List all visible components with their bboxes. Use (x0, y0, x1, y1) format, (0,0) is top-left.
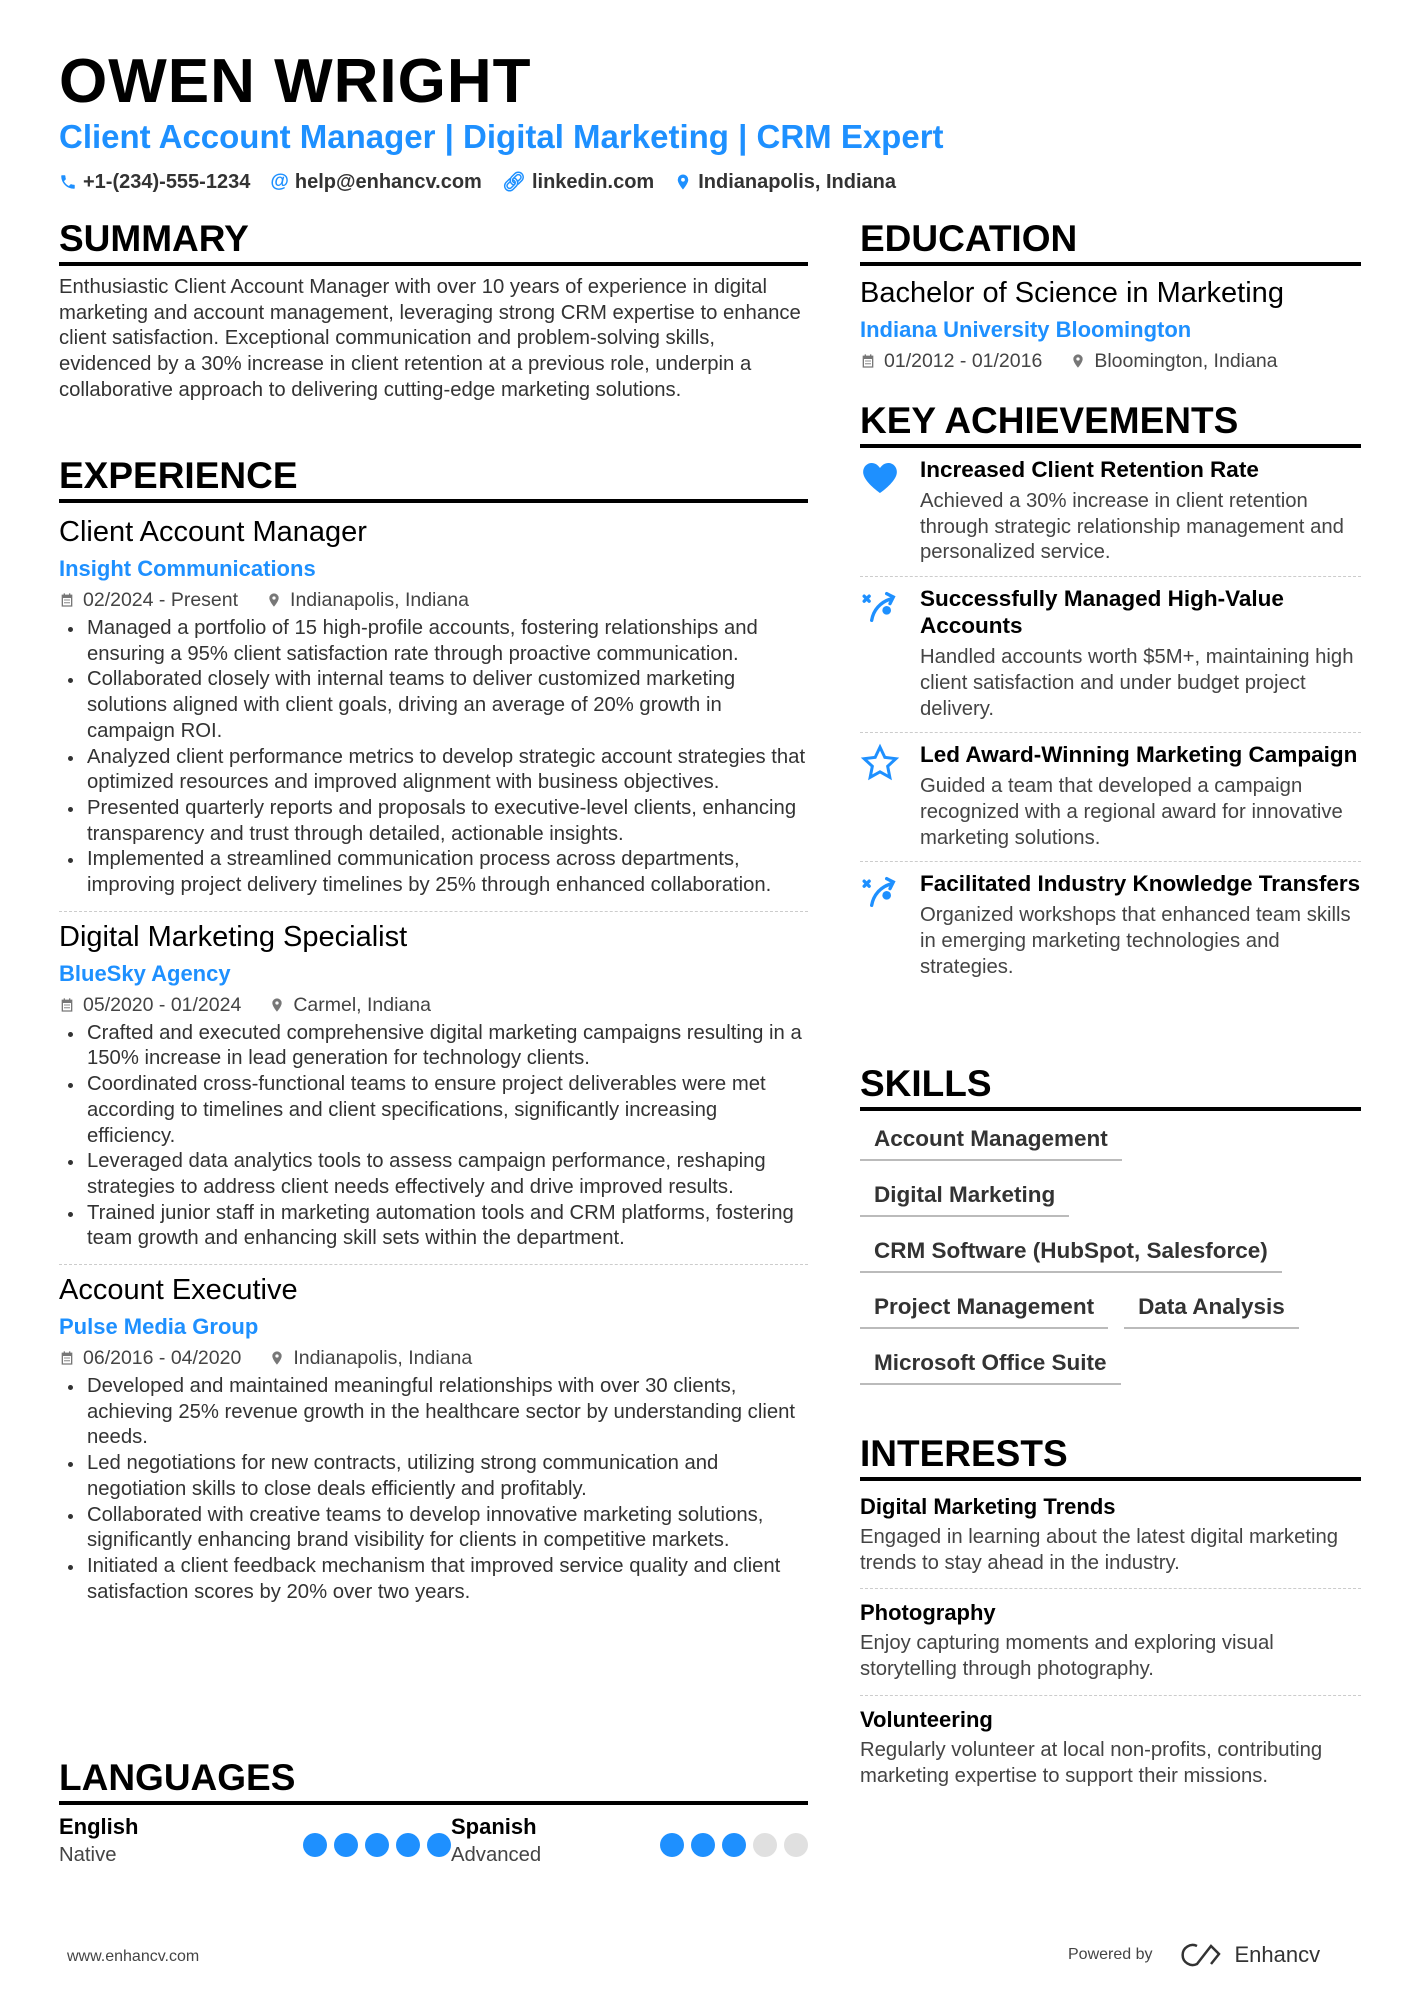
strategy-icon (860, 587, 900, 627)
skill-tag: Account Management (860, 1119, 1122, 1161)
interest-desc: Engaged in learning about the latest digital marketing trends to stay ahead in the industry. (860, 1526, 1339, 1574)
job-title: Account Executive (59, 1274, 298, 1307)
job-bullet: Trained junior staff in marketing automation tools and CRM platforms, fostering team growth and enhancing skill sets within the department. (59, 1201, 808, 1252)
strategy-icon (860, 872, 900, 912)
interest-title: Digital Marketing Trends (860, 1494, 1116, 1519)
achievement-title: Successfully Managed High-Value Accounts (920, 586, 1284, 639)
company-name: Pulse Media Group (59, 1314, 259, 1340)
rating-dot (691, 1833, 715, 1857)
at-icon: @ (270, 171, 289, 192)
link-icon: 🔗︎ (501, 172, 526, 193)
calendar-icon (59, 1350, 75, 1366)
job-bullet: Coordinated cross-functional teams to ensure project deliverables were met according to timelines and client specifications, significantly increasing efficiency. (59, 1072, 808, 1149)
rating-dot (396, 1833, 420, 1857)
job-bullet: Collaborated with creative teams to develop innovative marketing solutions, significantly enhancing brand visibility for clients in competitive markets. (59, 1503, 808, 1554)
rating-dot (660, 1833, 684, 1857)
job-bullet: Initiated a client feedback mechanism that improved service quality and client satisfaction scores by 20% over two years. (59, 1554, 808, 1605)
school: Indiana University Bloomington (860, 317, 1192, 342)
job-bullet: Analyzed client performance metrics to develop strategic account strategies that optimized resources and improved alignment with business objectives. (59, 745, 808, 796)
candidate-name: OWEN WRIGHT (59, 47, 532, 116)
job-dates: 06/2016 - 04/2020 (83, 1347, 242, 1370)
location-pin-icon (266, 592, 282, 608)
job-title: Digital Marketing Specialist (59, 920, 408, 953)
skill-tag: Project Management (860, 1287, 1108, 1329)
achievement-title: Facilitated Industry Knowledge Transfers (920, 871, 1361, 897)
rating-dot (365, 1833, 389, 1857)
summary-section (59, 218, 808, 404)
section-heading: KEY ACHIEVEMENTS (860, 400, 1361, 448)
star-icon (860, 743, 900, 783)
achievement-title: Increased Client Retention Rate (920, 457, 1259, 482)
degree: Bachelor of Science in Marketing (860, 277, 1284, 309)
achievement-desc: Handled accounts worth $5M+, maintaining high client satisfaction and under budget project delivery. (920, 646, 1354, 720)
rating-dot (722, 1833, 746, 1857)
job-entry (59, 912, 808, 1265)
footer-site[interactable]: www.enhancv.com (67, 1948, 200, 1965)
rating-dot (784, 1833, 808, 1857)
phone-icon (59, 173, 77, 191)
experience-section (59, 455, 808, 1605)
rating-dot (303, 1833, 327, 1857)
job-location: Indianapolis, Indiana (290, 589, 469, 611)
interest-desc: Regularly volunteer at local non-profits, contributing marketing expertise to support their missions. (860, 1738, 1323, 1787)
rating-dot (427, 1833, 451, 1857)
location-pin-icon (1070, 353, 1086, 369)
job-title: Client Account Manager (59, 516, 367, 548)
language-spanish: Spanish Advanced (451, 1813, 808, 1869)
calendar-icon (59, 592, 75, 608)
job-entry (59, 503, 808, 912)
section-heading: EXPERIENCE (59, 455, 808, 503)
interest-item (860, 1481, 1361, 1589)
heart-icon (860, 458, 900, 498)
section-heading: SKILLS (860, 1063, 1361, 1111)
achievement-desc: Guided a team that developed a campaign recognized with a regional award for innovative marketing solutions. (920, 775, 1343, 849)
interest-title: Volunteering (860, 1706, 993, 1732)
location-pin-icon (269, 997, 285, 1013)
job-bullet: Managed a portfolio of 15 high-profile accounts, fostering relationships and ensuring a 95% client satisfaction rate through proactive communication. (59, 616, 808, 667)
calendar-icon (860, 353, 876, 369)
skill-tag: Data Analysis (1124, 1287, 1299, 1329)
summary-text: Enthusiastic Client Account Manager with over 10 years of experience in digital marketing and account management, leveraging strong CRM expertise to enhance client satisfaction. Exceptional communication and problem-solving skills, evidenced by a 30% increase in client retention at a previous role, underpin a collaborative approach to delivering cutting-edge marketing solutions. (59, 276, 801, 401)
footer-branding[interactable]: Powered by Enhancv (1068, 1942, 1321, 1967)
location-pin-icon (674, 173, 692, 191)
contact-link[interactable]: 🔗︎ linkedin.com (501, 170, 655, 193)
contact-bar (59, 170, 896, 194)
job-bullet: Crafted and executed comprehensive digital marketing campaigns resulting in a 150% increase in lead generation for technology clients. (59, 1021, 808, 1072)
rating-dot (334, 1833, 358, 1857)
company-name: BlueSky Agency (59, 960, 231, 986)
language-english: English Native (59, 1813, 451, 1869)
skill-tag: Microsoft Office Suite (860, 1343, 1121, 1385)
rating-dots (303, 1813, 451, 1869)
contact-email[interactable]: @ help@enhancv.com (270, 170, 482, 193)
section-heading: SUMMARY (59, 218, 808, 266)
achievements-section (860, 400, 1361, 990)
calendar-icon (59, 997, 75, 1013)
section-heading: INTERESTS (860, 1433, 1361, 1481)
interest-title: Photography (860, 1600, 996, 1626)
job-dates: 05/2020 - 01/2024 (83, 993, 242, 1016)
achievement-item (860, 862, 1361, 990)
job-bullet: Implemented a streamlined communication process across departments, improving project delivery timelines by 25% through enhanced collaboration. (59, 847, 808, 898)
job-bullet: Presented quarterly reports and proposals to executive-level clients, enhancing transparency and trust through detailed, actionable insights. (59, 796, 808, 847)
languages-section (59, 1757, 808, 1869)
achievement-title: Led Award-Winning Marketing Campaign (920, 742, 1358, 768)
skill-tag: Digital Marketing (860, 1175, 1069, 1217)
achievement-desc: Achieved a 30% increase in client retention through strategic relationship management and personalized service. (920, 490, 1344, 564)
skill-tag: CRM Software (HubSpot, Salesforce) (860, 1231, 1282, 1273)
enhancv-logo-icon (1179, 1942, 1225, 1968)
company-name: Insight Communications (59, 556, 316, 581)
achievement-item (860, 577, 1361, 733)
achievement-item (860, 448, 1361, 577)
interest-item (860, 1589, 1361, 1695)
interests-section (860, 1433, 1361, 1801)
contact-phone[interactable]: +1-(234)-555-1234 (59, 170, 250, 194)
candidate-title: Client Account Manager | Digital Marketing | CRM Expert (59, 118, 944, 155)
job-bullet: Developed and maintained meaningful relationships with over 30 clients, achieving 25% revenue growth in the healthcare sector by understanding client needs. (59, 1374, 808, 1451)
skills-section (860, 1063, 1361, 1399)
job-dates: 02/2024 - Present (83, 589, 239, 611)
job-bullet: Led negotiations for new contracts, utilizing strong communication and negotiation skills to close deals efficiently and profitably. (59, 1451, 808, 1502)
rating-dots (660, 1813, 808, 1869)
job-location: Carmel, Indiana (293, 993, 431, 1016)
job-location: Indianapolis, Indiana (293, 1347, 473, 1370)
education-section: EDUCATION Bachelor of Science in Marketing Indiana University Bloomington 01/2012 - 01/2016 Bloomington, Indiana (860, 218, 1361, 374)
section-heading: LANGUAGES (59, 1757, 808, 1805)
interest-desc: Enjoy capturing moments and exploring visual storytelling through photography. (860, 1632, 1274, 1681)
job-bullet: Leveraged data analytics tools to assess campaign performance, reshaping strategies to address client needs effectively and drive improved results. (59, 1149, 808, 1200)
rating-dot (753, 1833, 777, 1857)
interest-item (860, 1696, 1361, 1801)
job-entry (59, 1265, 808, 1605)
achievement-item (860, 733, 1361, 862)
location-pin-icon (269, 1350, 285, 1366)
contact-location: Indianapolis, Indiana (674, 170, 896, 194)
job-bullet: Collaborated closely with internal teams to deliver customized marketing solutions aligned with client goals, driving an average of 20% growth in campaign ROI. (59, 667, 808, 744)
section-heading: EDUCATION (860, 218, 1361, 266)
achievement-desc: Organized workshops that enhanced team skills in emerging marketing technologies and strategies. (920, 904, 1351, 978)
